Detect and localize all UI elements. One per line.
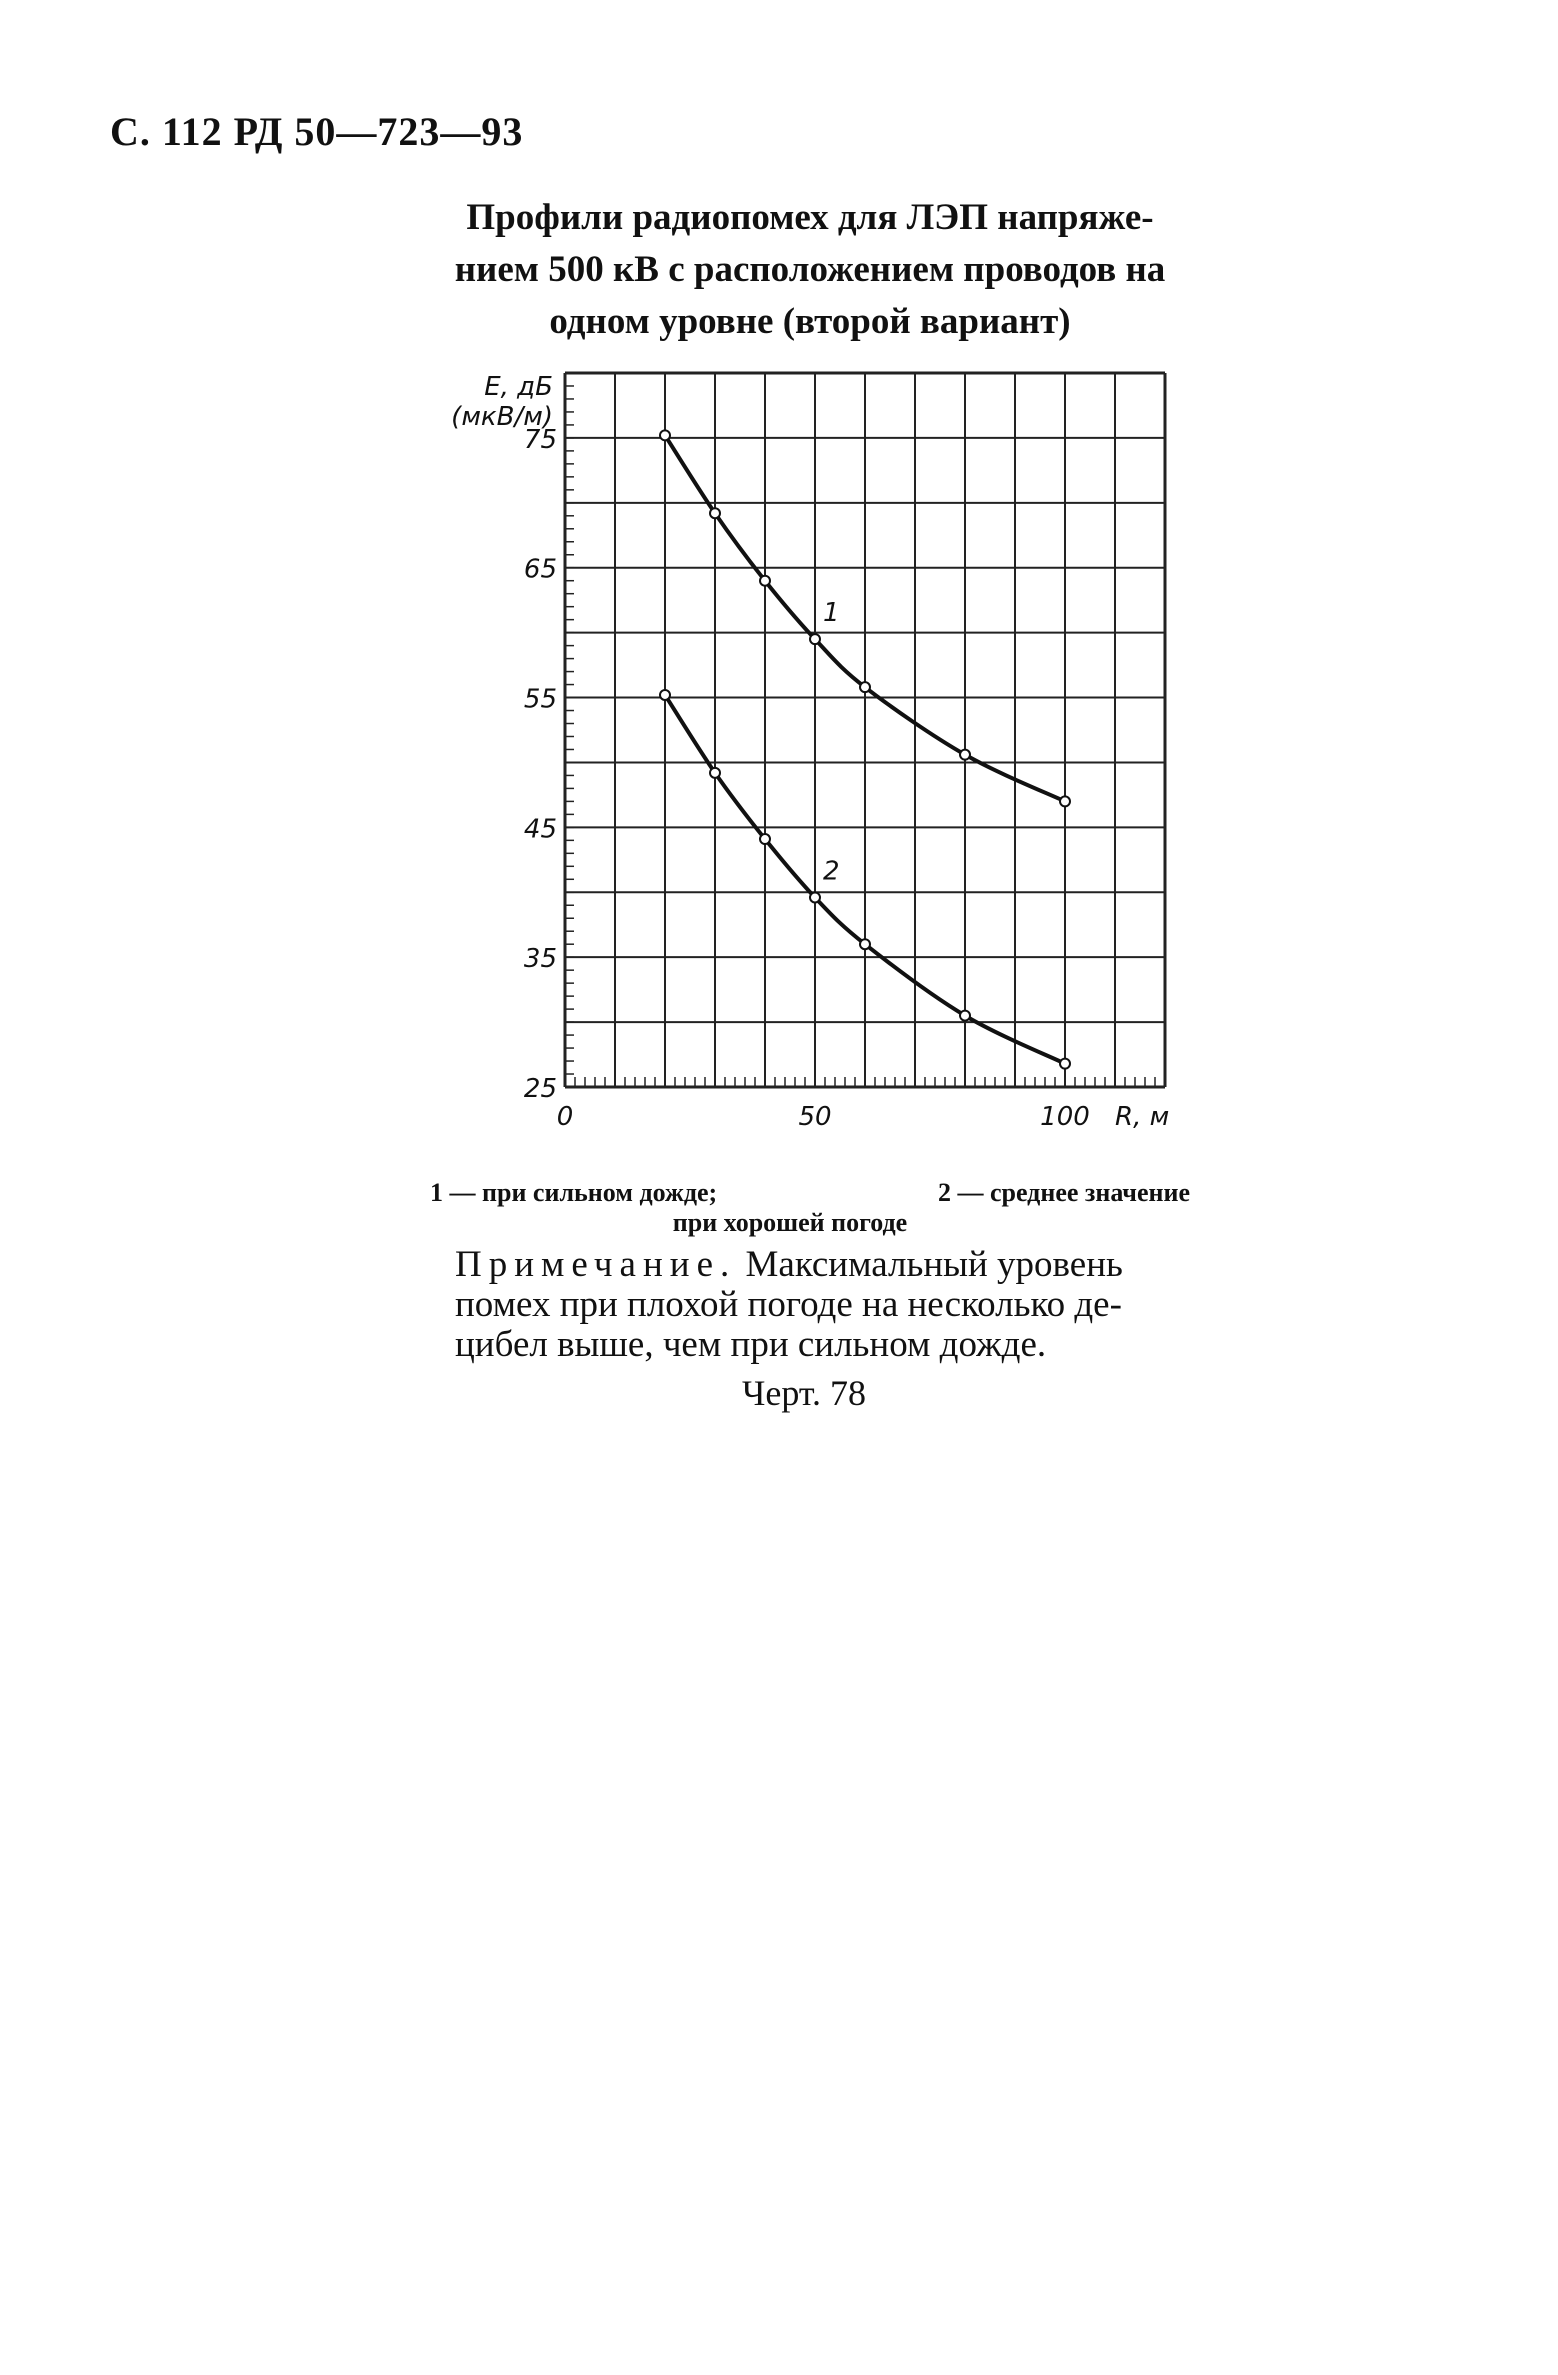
note-line-2: помех при плохой погоде на несколько де- bbox=[455, 1284, 1122, 1325]
series-2-point bbox=[760, 834, 770, 844]
series-1-point bbox=[760, 576, 770, 586]
series-1-point bbox=[960, 750, 970, 760]
y-tick-label: 45 bbox=[523, 814, 557, 845]
x-axis-label: R, м bbox=[1115, 1102, 1170, 1132]
chart-legend bbox=[430, 1178, 1190, 1238]
series-1-label: 1 bbox=[823, 598, 840, 629]
note bbox=[455, 1245, 1190, 1365]
figure-title-line-3: одном уровне (второй вариант) bbox=[549, 301, 1071, 342]
y-tick-label: 35 bbox=[523, 944, 557, 975]
x-tick-label: 100 bbox=[1040, 1102, 1090, 1132]
x-tick-label: 50 bbox=[798, 1102, 832, 1132]
figure-title-line-2: нием 500 кВ с расположением проводов на bbox=[454, 249, 1166, 290]
note-label: Примечание. bbox=[455, 1244, 737, 1285]
y-axis-unit-label: (мкВ/м) bbox=[451, 402, 553, 432]
y-tick-label: 75 bbox=[523, 424, 557, 455]
chart-grid bbox=[565, 373, 1165, 1087]
y-tick-label: 65 bbox=[523, 554, 557, 585]
radio-interference-chart bbox=[400, 355, 1200, 1155]
figure-title bbox=[430, 192, 1190, 348]
series-1-point bbox=[860, 682, 870, 692]
y-tick-label: 55 bbox=[523, 684, 557, 715]
y-tick-label: 25 bbox=[523, 1074, 557, 1104]
x-tick-label: 0 bbox=[556, 1102, 574, 1132]
series-2-point bbox=[1060, 1059, 1070, 1069]
series-1-point bbox=[660, 430, 670, 440]
series-2-point bbox=[810, 892, 820, 902]
series-1-point bbox=[810, 634, 820, 644]
series-2-point bbox=[660, 690, 670, 700]
series-2-point bbox=[860, 939, 870, 949]
series-2-point bbox=[710, 768, 720, 778]
figure-title-line-1: Профили радиопомех для ЛЭП напряже- bbox=[466, 197, 1154, 238]
legend-item-2: 2 — среднее значение bbox=[937, 1178, 1190, 1207]
page-header: С. 112 РД 50—723—93 bbox=[110, 109, 524, 154]
series-2-point bbox=[960, 1011, 970, 1021]
note-line-1: Максимальный уровень bbox=[736, 1244, 1123, 1285]
series-1-point bbox=[710, 508, 720, 518]
legend-item-1: 1 — при сильном дожде; bbox=[430, 1178, 718, 1207]
series-1-point bbox=[1060, 796, 1070, 806]
legend-item-2-continued: при хорошей погоде bbox=[672, 1208, 908, 1237]
figure-number: Черт. 78 bbox=[742, 1373, 866, 1413]
note-line-3: цибел выше, чем при сильном дожде. bbox=[455, 1324, 1047, 1365]
y-axis-label: E, дБ bbox=[484, 372, 553, 402]
series-2-label: 2 bbox=[823, 856, 840, 887]
chart-labels bbox=[451, 372, 1169, 1132]
